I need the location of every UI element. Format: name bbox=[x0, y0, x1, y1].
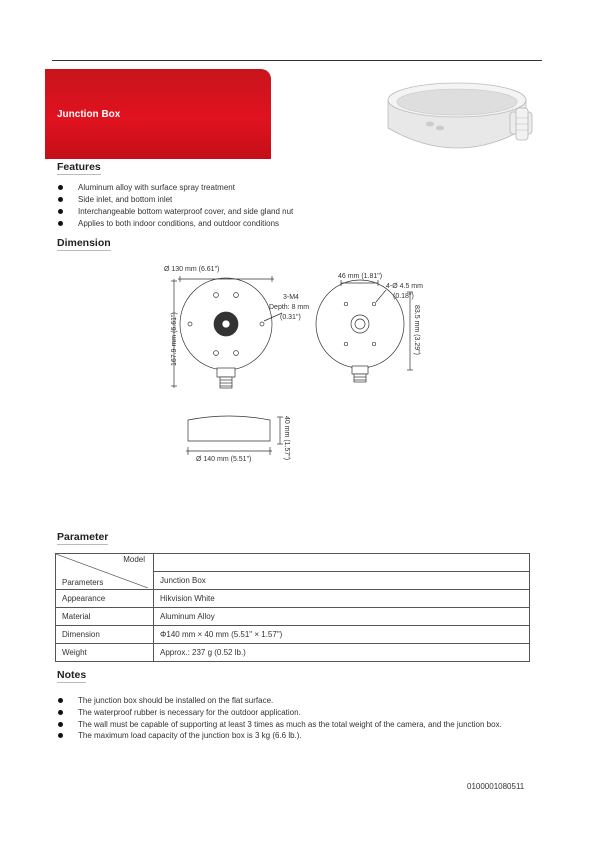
dimension-drawings bbox=[160, 258, 425, 473]
features-list bbox=[57, 182, 293, 230]
height-left-label: 167.9 mm (6.61") bbox=[171, 312, 178, 366]
parameter-heading: Parameter bbox=[57, 531, 109, 543]
list-item: The junction box should be installed on the flat surface. bbox=[57, 695, 527, 707]
list-item: Aluminum alloy with surface spray treatment bbox=[57, 182, 293, 194]
list-item: Interchangeable bottom waterproof cover, and side gland nut bbox=[57, 206, 293, 218]
height-right-label: 83.5 mm (3.29") bbox=[413, 305, 420, 355]
table-corner-header bbox=[56, 554, 154, 590]
table-header-row bbox=[56, 554, 530, 572]
param-name: Dimension bbox=[56, 626, 154, 644]
front-view-drawing bbox=[171, 276, 282, 388]
model-blank-cell bbox=[154, 554, 530, 572]
table-row bbox=[56, 626, 530, 644]
product-title: Junction Box bbox=[57, 109, 121, 120]
hole-label-2: (0.18") bbox=[393, 293, 414, 300]
param-name: Material bbox=[56, 608, 154, 626]
model-value: Junction Box bbox=[154, 572, 530, 590]
diameter-top-label: Ø 130 mm (6.61") bbox=[164, 266, 220, 273]
screw-label-3: (0.31") bbox=[280, 314, 301, 321]
list-item: The waterproof rubber is necessary for the outdoor application. bbox=[57, 707, 527, 719]
list-item: The wall must be capable of supporting at least 3 times as much as the total weight of the camera, and the junction box. bbox=[57, 719, 527, 731]
side-diameter-label: Ø 140 mm (5.51") bbox=[196, 456, 252, 463]
param-name: Weight bbox=[56, 644, 154, 662]
side-view-drawing bbox=[186, 416, 283, 455]
notes-list bbox=[57, 695, 527, 742]
spacing-label: 46 mm (1.81") bbox=[338, 273, 383, 280]
parameters-header: Parameters bbox=[62, 578, 104, 587]
parameter-table bbox=[55, 553, 530, 662]
hole-label-1: 4-Ø 4.5 mm bbox=[386, 283, 423, 290]
junction-box-product-image bbox=[380, 78, 535, 163]
notes-heading: Notes bbox=[57, 669, 87, 681]
param-value: Φ140 mm × 40 mm (5.51" × 1.57") bbox=[154, 626, 530, 644]
list-item: The maximum load capacity of the junction box is 3 kg (6.6 lb.). bbox=[57, 730, 527, 742]
param-name: Appearance bbox=[56, 590, 154, 608]
screw-label-1: 3-M4 bbox=[283, 294, 299, 301]
list-item: Applies to both indoor conditions, and outdoor conditions bbox=[57, 218, 293, 230]
features-heading: Features bbox=[57, 161, 101, 173]
screw-label-2: Depth: 8 mm bbox=[269, 304, 310, 311]
table-row bbox=[56, 590, 530, 608]
list-item: Side inlet, and bottom inlet bbox=[57, 194, 293, 206]
model-header: Model bbox=[123, 555, 145, 564]
dimension-heading: Dimension bbox=[57, 237, 111, 249]
side-height-label: 40 mm (1.57") bbox=[283, 416, 290, 461]
table-row bbox=[56, 644, 530, 662]
title-banner bbox=[45, 69, 271, 159]
top-rule bbox=[52, 60, 542, 61]
param-value: Aluminum Alloy bbox=[154, 608, 530, 626]
param-value: Approx.: 237 g (0.52 lb.) bbox=[154, 644, 530, 662]
param-value: Hikvision White bbox=[154, 590, 530, 608]
table-row bbox=[56, 608, 530, 626]
document-code: 0100001080511 bbox=[467, 782, 525, 791]
